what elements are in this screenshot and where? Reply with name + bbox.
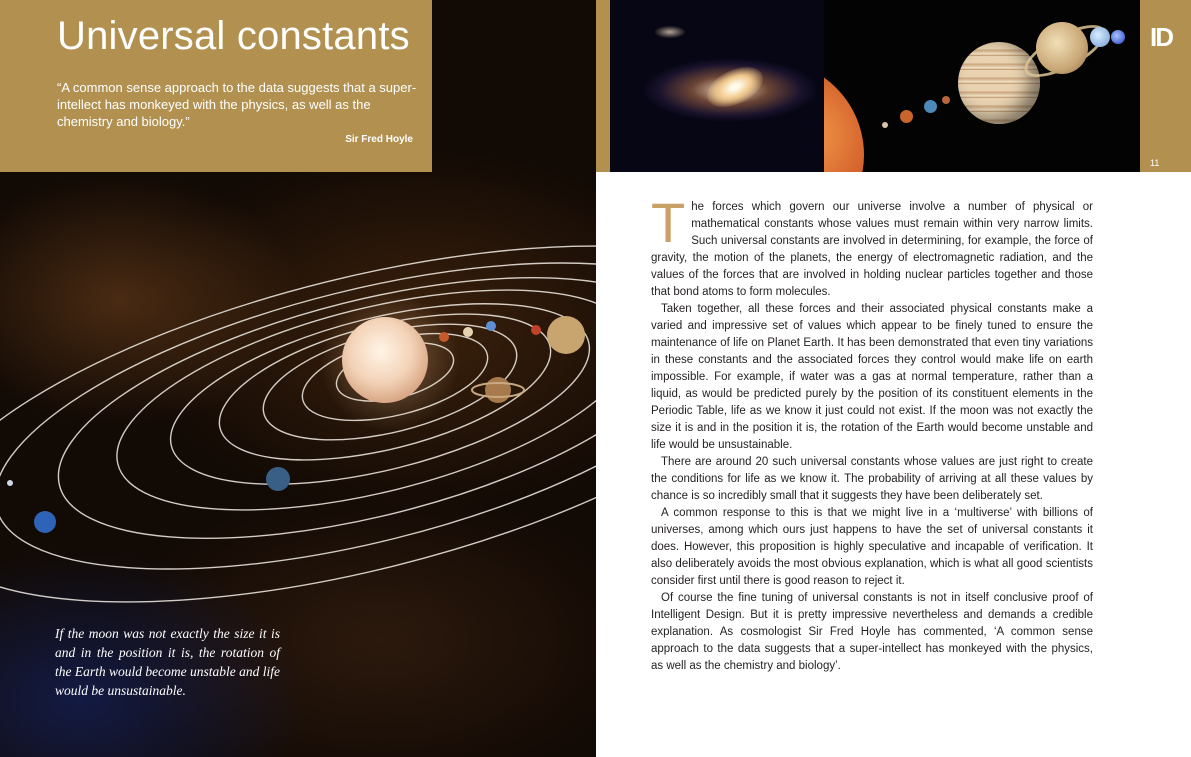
galaxy-photo (610, 0, 824, 172)
gold-strip (596, 0, 610, 172)
neptune (34, 511, 56, 533)
page-title: Universal constants (57, 14, 410, 58)
id-tab (1140, 0, 1191, 172)
paragraph-4: A common response to this is that we might live in a ‘multiverse’ with billions of universes, among which ours just happens to have the set of universal constants it does. However, this proposition is highly speculative and incapable of verification. It also deliberately avoids the most obvious explanation, which is what all good scientists consider first until there is good reason to reject it. (651, 507, 1093, 587)
id-logo: ID (1150, 22, 1172, 52)
paragraph-3: There are around 20 such universal constants whose values are just right to create the conditions for life as we know it. The probability of arriving at all these values by chance is so incredibly small that it suggests they have been deliberately set. (651, 456, 1093, 502)
mars-small (942, 96, 950, 104)
paragraph-5: Of course the fine tuning of universal constants is not in itself conclusive proof of Intelligent Design. But it is pretty impressive nevertheless and demands a credible explanation. As cosmologist Sir Fred Hoyle has commented, ‘A common sense approach to the data suggests that a super-intellect has monkeyed with the physics, as well as the chemistry and biology’. (651, 592, 1093, 672)
paragraph-1: The forces which govern our universe involve a number of physical or mathematical constants whose values must remain within very narrow limits. Such universal constants are involved in determining, for example, the force of gravity, the motion of the planets, the energy of electromagnetic radiation, and the values of the forces that are involved in holding nuclear particles together and those that bond atoms to form molecules. (651, 191, 1093, 298)
neptune-small (1111, 30, 1125, 44)
uranus (266, 467, 290, 491)
mars (531, 325, 541, 335)
title-panel (0, 0, 432, 172)
image-caption: If the moon was not exactly the size it is and in the position it is, the rotation of the Earth would become unstable and life would be unsustainable. (55, 626, 280, 698)
right-page (596, 0, 1191, 757)
mercury-small (882, 122, 888, 128)
venus-small (900, 110, 913, 123)
earth (486, 321, 496, 331)
venus (463, 327, 473, 337)
paragraph-2: Taken together, all these forces and their associated physical constants make a varied and impressive set of values which appear to be finely tuned to ensure the maintenance of life on Planet Earth. It has been demonstrated that even tiny variations in these constants and the associated forces they control would make life on earth impossible. For example, if water was a gas at normal temperature, rather than a liquid, as would be predicted purely by the position of its constituent elements in the Periodic Table, life as we know it just could not exist. If the moon was not exactly the size it is and in the position it is, the rotation of the Earth would become unstable and life would be unsustainable. (651, 303, 1093, 451)
article-body (651, 191, 1093, 675)
saturn-large (1036, 22, 1088, 74)
drop-cap: T (651, 191, 686, 254)
planets-photo (824, 0, 1140, 172)
pull-quote: “A common sense approach to the data suggests that a super-intellect has monkeyed with the physics, as well as the chemistry and biology.” (57, 80, 417, 129)
orbit-rings (0, 175, 596, 674)
mercury (439, 332, 449, 342)
jupiter (547, 316, 585, 354)
jupiter-large (958, 42, 1040, 124)
earth-small (924, 100, 937, 113)
galaxy-core (701, 59, 770, 115)
pluto (7, 480, 13, 486)
quote-author: Sir Fred Hoyle (345, 134, 413, 145)
uranus-small (1090, 27, 1110, 47)
sun-edge (824, 60, 864, 172)
saturn (485, 377, 511, 403)
sun (342, 317, 428, 403)
page-number: 11 (1150, 158, 1160, 168)
